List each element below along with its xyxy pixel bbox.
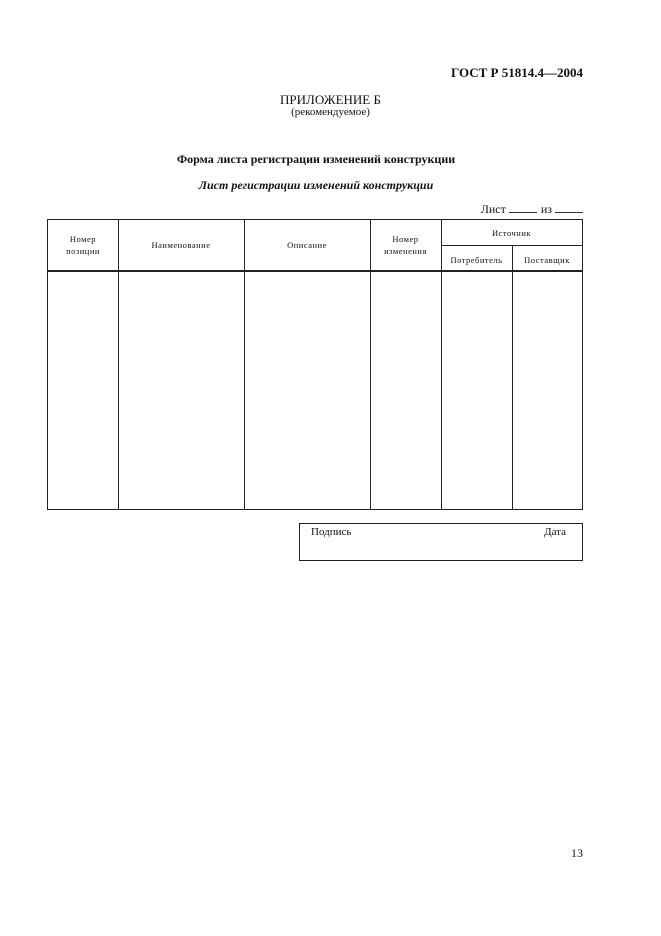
date-label: Дата [544,526,566,538]
annex-title: ПРИЛОЖЕНИЕ Б [280,92,381,107]
header-position-number: Номер позиции [66,234,100,256]
column-divider [244,220,245,509]
sheet-label: Лист [480,202,506,216]
total-sheets-blank [555,201,583,213]
header-consumer: Потребитель [450,255,503,265]
header-source: Источник [491,228,532,238]
of-label: из [540,202,552,216]
header-change-number: Номер изменения [384,234,427,256]
column-divider [512,245,513,509]
header-bottom-rule [48,270,582,272]
column-divider [370,220,371,509]
document-standard-number: ГОСТ Р 51814.4—2004 [451,65,583,80]
page-number: 13 [571,846,583,860]
header-supplier: Поставщик [524,255,570,265]
change-registration-table [47,219,583,510]
sheet-number-line [481,201,583,217]
sheet-title: Лист регистрации изменений конструкции [198,178,434,192]
signature-label: Подпись [311,526,352,538]
signature-box [299,523,583,561]
header-name: Наименование [151,240,211,250]
form-title: Форма листа регистрации изменений конструкции [176,152,456,166]
sheet-number-blank [509,201,537,213]
source-subheader-rule [441,245,582,246]
header-description: Описание [287,240,327,250]
annex-subtitle: (рекомендуемое) [291,106,370,118]
column-divider [118,220,119,509]
